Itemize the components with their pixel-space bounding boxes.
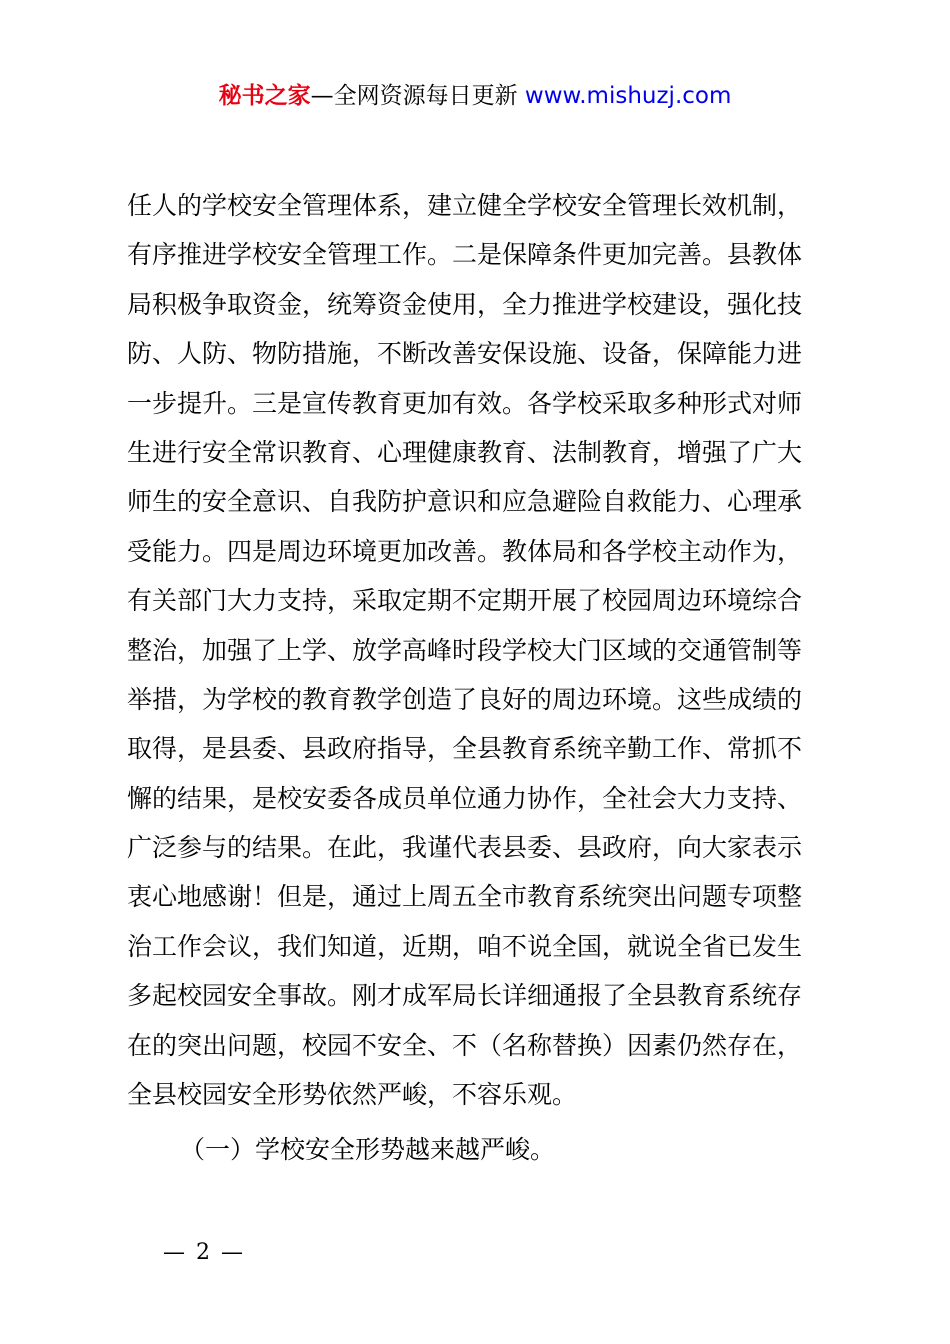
paragraph-line: 广泛参与的结果。在此，我谨代表县委、县政府，向大家表示 [127,833,803,863]
paragraph-line: 师生的安全意识、自我防护意识和应急避险自救能力、心理承 [127,487,803,517]
header-brand: 秘书之家 [218,83,311,109]
paragraph-line: 取得，是县委、县政府指导，全县教育系统辛勤工作、常抓不 [127,734,803,764]
paragraph-line: 衷心地感谢！但是，通过上周五全市教育系统突出问题专项整 [127,882,803,912]
paragraph-line: 任人的学校安全管理体系，建立健全学校安全管理长效机制， [127,191,803,220]
paragraph-line: 有关部门大力支持，采取定期不定期开展了校园周边环境综合 [127,586,803,616]
paragraph-line: 懈的结果，是校安委各成员单位通力协作，全社会大力支持、 [127,783,803,813]
paragraph-line: 一步提升。三是宣传教育更加有效。各学校采取多种形式对师 [127,388,803,418]
paragraph-line: 全县校园安全形势依然严峻，不容乐观。 [127,1080,578,1110]
paragraph-line: 有序推进学校安全管理工作。二是保障条件更加完善。县教体 [127,240,803,270]
paragraph-line: 治工作会议，我们知道，近期，咱不说全国，就说全省已发生 [127,931,803,961]
paragraph-line: 在的突出问题，校园不安全、不（名称替换）因素仍然存在， [127,1030,803,1060]
page-number: — 2 — [163,1240,245,1265]
header-slogan: —全网资源每日更新 [310,83,525,109]
paragraph-line: 生进行安全常识教育、心理健康教育、法制教育，增强了广大 [127,437,803,467]
paragraph-line: 受能力。四是周边环境更加改善。教体局和各学校主动作为， [127,536,803,566]
body-paragraph [127,181,837,1119]
site-header [0,80,950,112]
paragraph-line: 整治，加强了上学、放学高峰时段学校大门区域的交通管制等 [127,635,803,665]
paragraph-line: 举措，为学校的教育教学创造了良好的周边环境。这些成绩的 [127,684,803,714]
section-subheading: （一）学校安全形势越来越严峻。 [180,1135,556,1164]
paragraph-line: 防、人防、物防措施，不断改善安保设施、设备，保障能力进 [127,339,803,369]
paragraph-line: 局积极争取资金，统筹资金使用，全力推进学校建设，强化技 [127,289,803,319]
header-url-link[interactable]: www.mishuzj.com [524,83,732,109]
paragraph-line: 多起校园安全事故。刚才成军局长详细通报了全县教育系统存 [127,981,803,1011]
